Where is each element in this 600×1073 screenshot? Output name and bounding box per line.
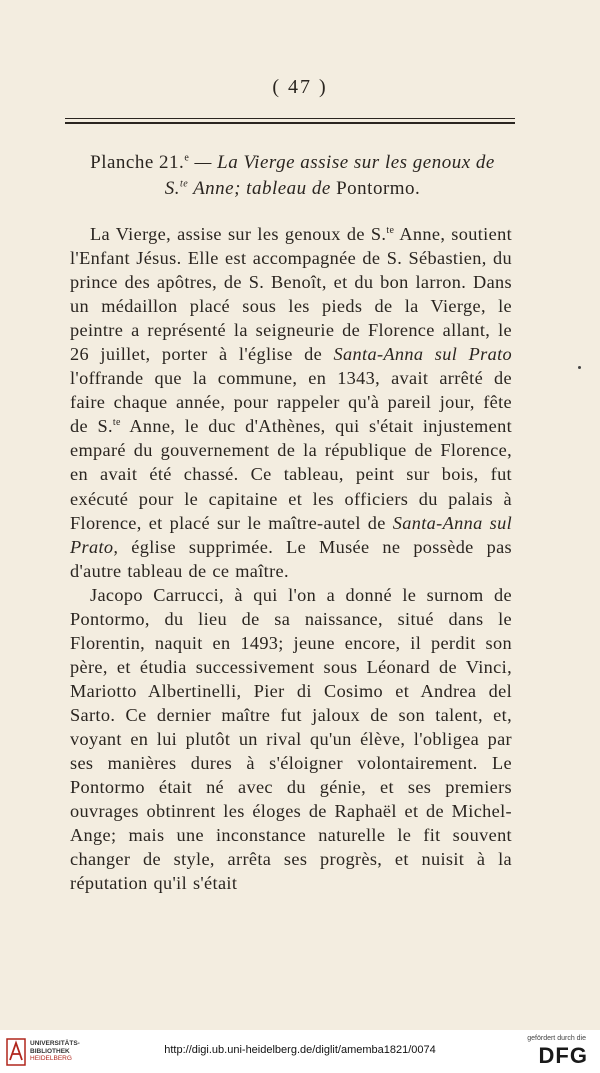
body-text — [70, 222, 512, 895]
superscript: te — [386, 224, 395, 236]
permalink[interactable]: http://digi.ub.uni-heidelberg.de/diglit/amemba1821/0074 — [164, 1044, 436, 1056]
page-number: ( 47 ) — [272, 76, 328, 98]
paper-speck — [578, 366, 581, 369]
plate-subject: — La Vierge assise sur les genoux de — [189, 152, 495, 173]
text-run: La Vierge, assise sur les genoux de S. — [90, 224, 387, 244]
plate-label-sup: e — [184, 152, 190, 164]
dfg-logo: DFG — [538, 1043, 588, 1068]
text-run: Anne, le duc d'Athènes, qui s'était injustement emparé du gouvernement de la république de Florence, en avait été chassé. Ce tableau, peint sur bois, fut exécuté pour le capitaine et les officiers du palais à Florence, et placé sur le maître-autel de — [70, 416, 513, 533]
text-run: l'offrande que la commune, en 1343, avait arrêté de faire chaque année, pour rappeler qu'à pareil jour, fête de S. — [70, 368, 512, 437]
header-rule-thin — [65, 118, 515, 119]
plate-subject-saint: S. — [164, 178, 180, 199]
plate-subject-tableau: Anne; tableau de — [188, 178, 337, 199]
text-run: église supprimée. Le Musée ne possède pas d'autre tableau de ce maître. — [70, 536, 512, 581]
funding-note: gefördert durch die — [527, 1035, 586, 1042]
digitization-footer — [0, 1030, 600, 1073]
superscript: te — [112, 417, 121, 429]
church-name: Santa-Anna sul Prato, — [70, 512, 513, 557]
plate-label: Planche 21. — [90, 152, 185, 173]
library-line: UNIVERSITÄTS- — [30, 1040, 80, 1047]
plate-artist: Pontormo. — [336, 178, 421, 199]
library-line: BIBLIOTHEK — [30, 1047, 70, 1055]
paragraph-description — [70, 222, 512, 583]
text-run: Anne, soutient l'Enfant Jésus. Elle est accompagnée de S. Sébastien, du prince des apôtres, de S. Benoît, et du bon larron. Dans un médaillon placé sous les pieds de la Vierge, le peintre a représenté la seigneurie de Florence allant, le 26 juillet, porter à l'église de — [70, 224, 512, 365]
header-rule-thick — [65, 122, 515, 124]
church-name: Santa-Anna sul Prato — [333, 344, 512, 365]
plate-title — [70, 150, 515, 202]
library-line: HEIDELBERG — [30, 1055, 72, 1062]
paragraph-biography: Jacopo Carrucci, à qui l'on a donné le surnom de Pontormo, du lieu de sa naissance, situé dans le Florentin, naquit en 1493; jeune encore, il perdit son père, et étudia successivement sous Léonard de Vinci, Mariotto Albertinelli, Pier di Cosimo et Andrea del Sarto. Ce dernier maître fut jaloux de son talent, et, voyant en lui plutôt un rival qu'un élève, l'obligea par ses manières dures à s'éloigner volontairement. Le Pontormo était né avec du génie, et ses premiers ouvrages obtinrent les éloges de Raphaël et de Michel-Ange; mais une inconstance naturelle le fit souvent changer de style, arrêta ses progrès, et nuisit à la réputation qu'il s'était — [70, 584, 512, 894]
plate-subject-saint-sup: te — [179, 178, 189, 190]
